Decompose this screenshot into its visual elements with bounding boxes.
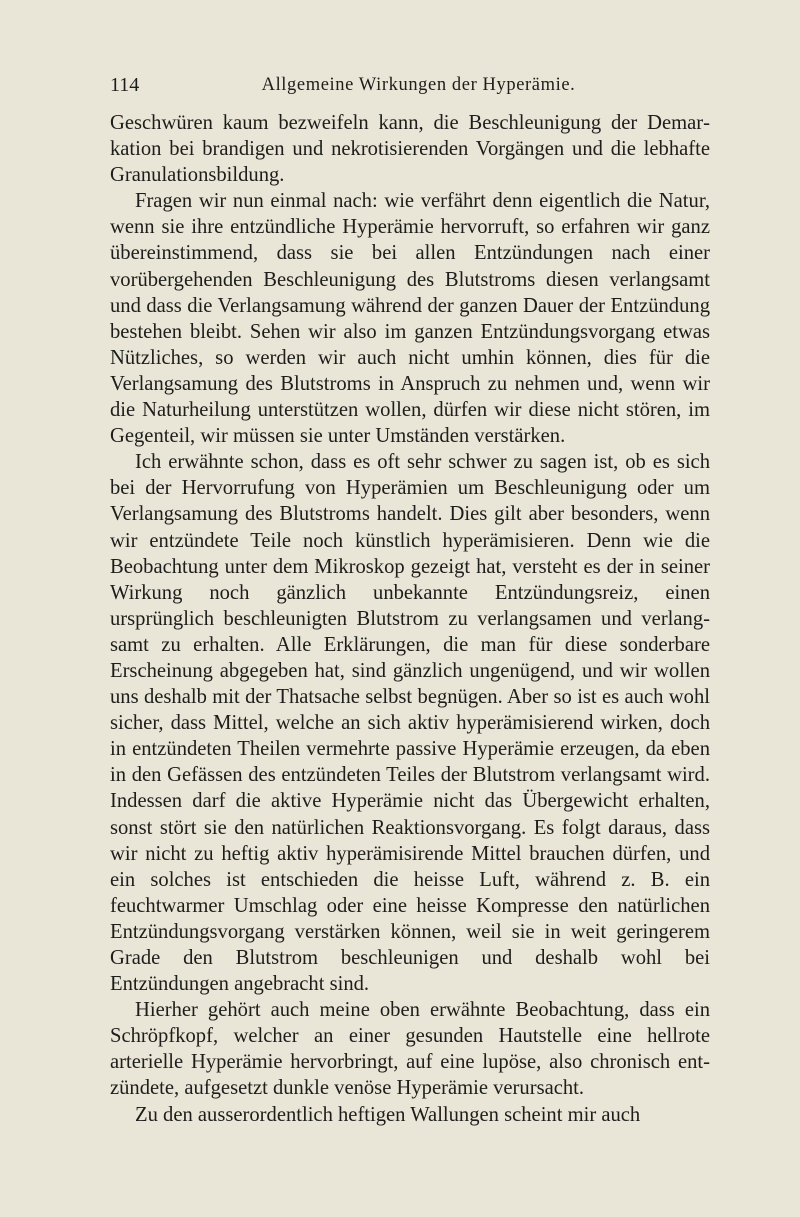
paragraph-4: Hierher gehört auch meine oben erwähnte Beobachtung, dass ein Schröpfkopf, welcher an einer gesunden Hautstelle eine hellrote arterielle Hyperämie hervorbringt, auf eine lupöse, also chronisch entzündete, aufgesetzt dunkle venöse Hyperämie verursacht. <box>110 999 710 1100</box>
paragraph-2: Fragen wir nun einmal nach: wie verfährt denn eigentlich die Natur, wenn sie ihre entzündliche Hyperämie hervorruft, so erfahren wir ganz übereinstimmend, dass sie bei allen Entzündungen nach einer vorübergehenden Beschleunigung des Blutstroms diesen verlangsamt und dass die Verlangsamung während der ganzen Dauer der Entzündung bestehen bleibt. Sehen wir also im ganzen Entzündungsvorgang etwas Nützliches, so werden wir auch nicht umhin können, dies für die Verlangsamung des Blutstroms in Anspruch zu nehmen und, wenn wir die Naturheilung unterstützen wollen, dürfen wir diese nicht stören, im Gegenteil, wir müssen sie unter Umständen verstärken. <box>110 190 710 448</box>
paragraph-3: Ich erwähnte schon, dass es oft sehr schwer zu sagen ist, ob es sich bei der Hervorrufung von Hyperämien um Beschleunigung oder um Verlangsamung des Blutstroms handelt. Dies gilt aber besonders, wenn wir entzündete Teile noch künstlich hyperämisieren. Denn wie die Beobachtung unter dem Mikroskop gezeigt hat, versteht es der in seiner Wirkung noch gänzlich unbekannte Entzündungsreiz, einen ursprünglich beschleunigten Blutstrom zu verlangsamen und verlangsamt zu erhalten. Alle Erklärungen, die man für diese sonderbare Erscheinung abgegeben hat, sind gänzlich ungenügend, und wir wollen uns deshalb mit der Thatsache selbst begnügen. Aber so ist es auch wohl sicher, dass Mittel, welche an sich aktiv hyperämisierend wirken, doch in entzündeten Theilen vermehrte passive Hyperämie erzeugen, da eben in den Gefässen des entzündeten Teiles der Blutstrom verlangsamt wird. Indessen darf die aktive Hyperämie nicht das Übergewicht erhalten, sonst stört sie den natürlichen Reaktionsvorgang. Es folgt daraus, dass wir nicht zu heftig aktiv hyperämisirende Mittel brauchen dürfen, und ein solches ist entschieden die heisse Luft, während z. B. ein feuchtwarmer Umschlag oder eine heisse Kompresse den natürlichen Entzündungsvorgang verstärken können, weil sie in weit geringerem Grade den Blutstrom beschleunigen und deshalb wohl bei Entzündungen angebracht sind. <box>110 451 710 996</box>
paragraph-5: Zu den ausserordentlich heftigen Wallungen scheint mir auch <box>135 1103 641 1126</box>
body-text <box>110 110 710 1128</box>
page-number: 114 <box>110 74 140 96</box>
paragraph-1: Geschwüren kaum bezweifeln kann, die Beschleunigung der Demarkation bei brandigen und nekrotisierenden Vorgängen und die lebhafte Granulationsbildung. <box>110 112 710 187</box>
page-header <box>110 72 705 98</box>
running-head: Allgemeine Wirkungen der Hyperämie. <box>261 75 576 95</box>
